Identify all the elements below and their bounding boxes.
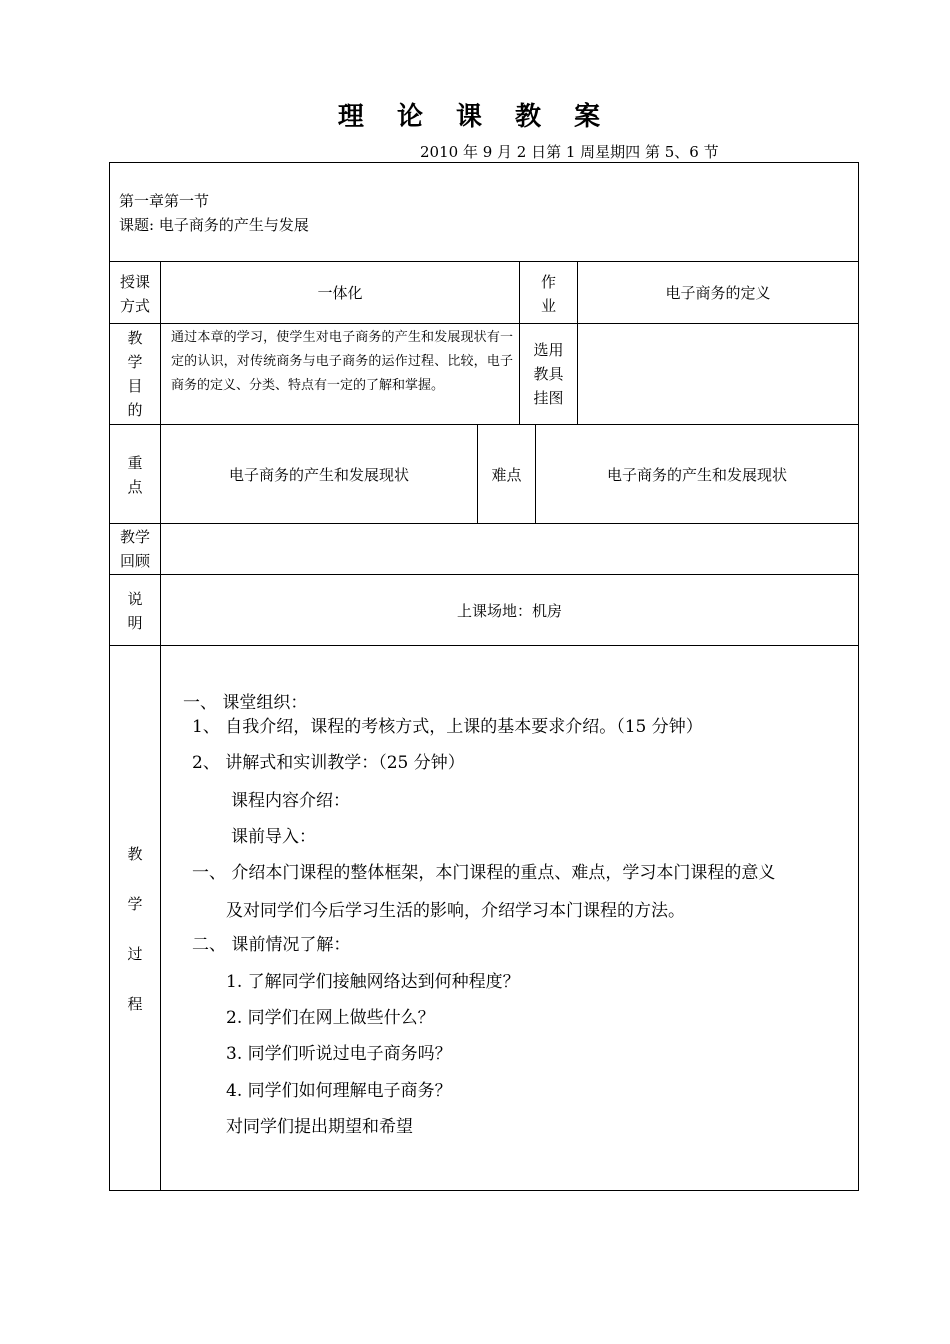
process-label-char: 过	[127, 945, 143, 963]
process-label-char: 学	[127, 895, 143, 913]
process-label-char: 教	[127, 845, 143, 863]
note-label-char: 明	[127, 614, 143, 632]
review-label-line: 回顾	[119, 552, 150, 570]
homework-value: 电子商务的定义	[665, 284, 771, 302]
goal-label-char: 教	[127, 329, 143, 347]
lesson-topic: 课题: 电子商务的产生与发展	[119, 216, 309, 234]
process-label-char: 程	[127, 995, 143, 1013]
goal-label-char: 目	[127, 377, 143, 395]
note-label-char: 说	[127, 590, 143, 608]
goal-label-char: 学	[127, 353, 143, 371]
method-label-line: 方式	[119, 297, 150, 315]
goal-label	[110, 326, 160, 422]
review-label-line: 教学	[119, 528, 150, 546]
method-label	[110, 270, 160, 318]
key-label	[110, 451, 160, 499]
process-label	[110, 829, 160, 1029]
difficulty-value: 电子商务的产生和发展现状	[606, 466, 787, 484]
process-line: 2. 同学们在网上做些什么？	[226, 1008, 435, 1028]
process-line: 2、 讲解式和实训教学：（25 分钟）	[192, 753, 465, 773]
process-line: 课前导入：	[231, 827, 316, 847]
review-label	[110, 525, 160, 573]
row-divider	[110, 574, 858, 575]
process-line: 一、 介绍本门课程的整体框架，本门课程的重点、难点，学习本门课程的意义	[192, 863, 776, 883]
row-divider	[110, 261, 858, 262]
note-value: 上课场地：机房	[456, 602, 562, 620]
homework-label-line: 业	[540, 297, 556, 315]
process-line: 二、 课前情况了解：	[192, 935, 351, 955]
lesson-plan-table	[109, 162, 859, 1191]
tools-label-line: 挂图	[533, 389, 564, 407]
date-line: 2010 年 9 月 2 日第 1 周星期四 第 5、6 节	[420, 143, 719, 161]
row-divider	[110, 323, 858, 324]
tools-label-line: 教具	[533, 365, 564, 383]
method-value: 一体化	[317, 284, 363, 302]
key-label-char: 重	[127, 454, 143, 472]
chapter-line: 第一章第一节	[119, 192, 210, 210]
process-line: 课程内容介绍：	[231, 791, 350, 811]
key-value: 电子商务的产生和发展现状	[228, 466, 409, 484]
process-line: 3. 同学们听说过电子商务吗？	[226, 1044, 452, 1064]
row-divider	[110, 424, 858, 425]
column-divider	[160, 261, 161, 1190]
note-label	[110, 587, 160, 635]
homework-label	[520, 270, 577, 318]
process-line: 1、 自我介绍，课程的考核方式，上课的基本要求介绍。（15 分钟）	[192, 717, 703, 737]
process-line: 对同学们提出期望和希望	[226, 1117, 413, 1137]
homework-label-line: 作	[540, 273, 556, 291]
tools-label-line: 选用	[533, 341, 564, 359]
process-line: 1. 了解同学们接触网络达到何种程度？	[226, 972, 520, 992]
process-line: 一、 课堂组织：	[183, 693, 308, 713]
goal-text: 通过本章的学习，使学生对电子商务的产生和发展现状有一定的认识，对传统商务与电子商务的运作过程、比较，电子商务的定义、分类、特点有一定的了解和掌握。	[171, 330, 513, 393]
difficulty-label: 难点	[491, 466, 522, 484]
process-line: 4. 同学们如何理解电子商务？	[226, 1081, 452, 1101]
method-label-line: 授课	[119, 273, 150, 291]
process-line: 及对同学们今后学习生活的影响，介绍学习本门课程的方法。	[226, 901, 685, 921]
goal-label-char: 的	[127, 401, 143, 419]
row-divider	[110, 523, 858, 524]
row-divider	[110, 645, 858, 646]
page-title: 理 论 课 教 案	[337, 102, 613, 132]
key-label-char: 点	[127, 478, 143, 496]
tools-label	[520, 338, 577, 410]
chapter-section	[119, 189, 719, 237]
